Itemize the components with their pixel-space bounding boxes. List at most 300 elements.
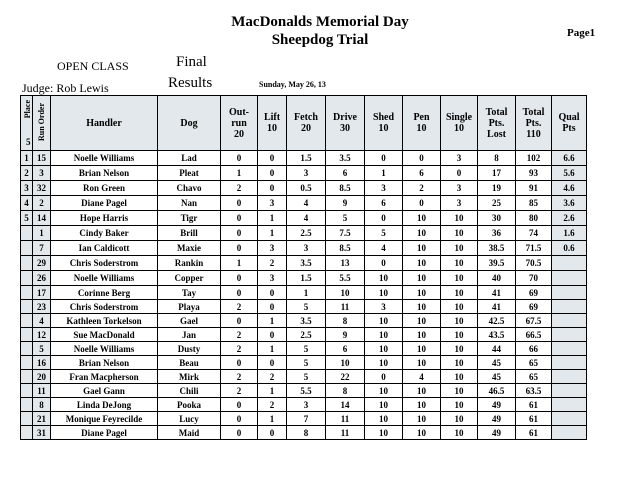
cell-pen: 10 — [403, 328, 441, 342]
cell-handler: Monique Feyrecilde — [51, 412, 158, 426]
cell-place — [21, 356, 33, 370]
cell-run: 12 — [33, 328, 51, 342]
cell-dog: Brill — [158, 226, 221, 241]
cell-lift: 0 — [258, 286, 287, 300]
cell-total: 69 — [516, 286, 552, 300]
cell-lift: 1 — [258, 342, 287, 356]
cell-dog: Mirk — [158, 370, 221, 384]
cell-fetch: 1 — [287, 286, 326, 300]
cell-dog: Tigr — [158, 211, 221, 226]
cell-single: 10 — [441, 256, 478, 271]
cell-lost: 49 — [478, 426, 516, 440]
final-label: Final — [176, 54, 207, 70]
cell-run: 23 — [33, 300, 51, 314]
cell-handler: Fran Macpherson — [51, 370, 158, 384]
cell-single: 10 — [441, 241, 478, 256]
cell-lost: 36 — [478, 226, 516, 241]
col-pen-a: Pen — [413, 112, 430, 123]
results-label: Results — [168, 75, 213, 91]
cell-lost: 46.5 — [478, 384, 516, 398]
cell-single: 10 — [441, 398, 478, 412]
col-single-b: 10 — [454, 123, 464, 134]
cell-fetch: 5 — [287, 356, 326, 370]
cell-place — [21, 241, 33, 256]
cell-fetch: 1.5 — [287, 271, 326, 286]
cell-handler: Chris Soderstrom — [51, 300, 158, 314]
col-qual-b: Pts — [562, 123, 576, 134]
cell-place — [21, 286, 33, 300]
cell-dog: Rankin — [158, 256, 221, 271]
cell-pen: 10 — [403, 412, 441, 426]
cell-lift: 1 — [258, 314, 287, 328]
page-number: Page1 — [567, 27, 596, 39]
col-single-a: Single — [445, 112, 473, 123]
cell-fetch: 5 — [287, 370, 326, 384]
cell-drive: 22 — [326, 370, 365, 384]
table-row — [21, 166, 587, 181]
cell-drive: 10 — [326, 286, 365, 300]
cell-lift: 3 — [258, 196, 287, 211]
cell-shed: 5 — [365, 226, 403, 241]
col-shed-b: 10 — [378, 123, 389, 134]
cell-pen: 10 — [403, 271, 441, 286]
cell-outrun: 2 — [221, 181, 258, 196]
cell-drive: 11 — [326, 300, 365, 314]
cell-lost: 42.5 — [478, 314, 516, 328]
table-row — [21, 256, 587, 271]
cell-qual — [552, 271, 587, 286]
cell-single: 10 — [441, 412, 478, 426]
cell-run: 2 — [33, 196, 51, 211]
header-row — [21, 96, 587, 151]
col-shed-a: Shed — [372, 112, 395, 123]
cell-dog: Tay — [158, 286, 221, 300]
cell-pen: 10 — [403, 286, 441, 300]
cell-dog: Jan — [158, 328, 221, 342]
cell-total: 66 — [516, 342, 552, 356]
cell-shed: 10 — [365, 328, 403, 342]
cell-qual: 1.6 — [552, 226, 587, 241]
col-run-order-label: Run Order — [37, 102, 46, 141]
table-row — [21, 271, 587, 286]
cell-single: 10 — [441, 314, 478, 328]
cell-pen: 4 — [403, 370, 441, 384]
col-fetch-a: Fetch — [294, 112, 318, 123]
cell-lift: 1 — [258, 384, 287, 398]
cell-pen: 0 — [403, 151, 441, 166]
cell-outrun: 0 — [221, 271, 258, 286]
cell-lost: 19 — [478, 181, 516, 196]
cell-handler: Kathleen Torkelson — [51, 314, 158, 328]
cell-shed: 3 — [365, 300, 403, 314]
col-place-count: 5 — [26, 137, 31, 147]
cell-place — [21, 271, 33, 286]
cell-fetch: 8 — [287, 426, 326, 440]
cell-place — [21, 398, 33, 412]
cell-single: 10 — [441, 426, 478, 440]
cell-outrun: 0 — [221, 426, 258, 440]
cell-run: 8 — [33, 398, 51, 412]
cell-total: 67.5 — [516, 314, 552, 328]
cell-drive: 7.5 — [326, 226, 365, 241]
cell-dog: Lad — [158, 151, 221, 166]
cell-outrun: 2 — [221, 342, 258, 356]
cell-shed: 0 — [365, 151, 403, 166]
cell-lost: 41 — [478, 300, 516, 314]
cell-drive: 14 — [326, 398, 365, 412]
table-row — [21, 241, 587, 256]
cell-fetch: 3.5 — [287, 314, 326, 328]
table-row — [21, 328, 587, 342]
cell-total: 65 — [516, 356, 552, 370]
cell-lift: 3 — [258, 271, 287, 286]
cell-lift: 3 — [258, 241, 287, 256]
cell-place — [21, 300, 33, 314]
cell-single: 10 — [441, 356, 478, 370]
table-row — [21, 398, 587, 412]
cell-single: 10 — [441, 370, 478, 384]
cell-drive: 8 — [326, 314, 365, 328]
cell-qual — [552, 426, 587, 440]
cell-qual — [552, 398, 587, 412]
cell-shed: 6 — [365, 196, 403, 211]
cell-run: 31 — [33, 426, 51, 440]
cell-total: 93 — [516, 166, 552, 181]
cell-drive: 6 — [326, 342, 365, 356]
cell-run: 11 — [33, 384, 51, 398]
table-row — [21, 314, 587, 328]
col-pen — [403, 96, 441, 151]
cell-pen: 10 — [403, 314, 441, 328]
col-run-order — [33, 96, 51, 151]
col-qual-pts — [552, 96, 587, 151]
table-row — [21, 342, 587, 356]
cell-lost: 45 — [478, 370, 516, 384]
cell-run: 29 — [33, 256, 51, 271]
cell-handler: Chris Soderstrom — [51, 256, 158, 271]
cell-qual — [552, 342, 587, 356]
cell-qual — [552, 256, 587, 271]
col-fetch — [287, 96, 326, 151]
cell-handler: Ron Green — [51, 181, 158, 196]
cell-lost: 39.5 — [478, 256, 516, 271]
cell-place: 4 — [21, 196, 33, 211]
cell-pen: 10 — [403, 226, 441, 241]
cell-lost: 49 — [478, 398, 516, 412]
cell-single: 10 — [441, 328, 478, 342]
cell-fetch: 7 — [287, 412, 326, 426]
cell-single: 10 — [441, 286, 478, 300]
cell-single: 10 — [441, 271, 478, 286]
cell-place: 1 — [21, 151, 33, 166]
cell-pen: 10 — [403, 356, 441, 370]
cell-shed: 10 — [365, 384, 403, 398]
cell-dog: Dusty — [158, 342, 221, 356]
cell-shed: 4 — [365, 241, 403, 256]
cell-outrun: 0 — [221, 412, 258, 426]
cell-handler: Corinne Berg — [51, 286, 158, 300]
cell-dog: Playa — [158, 300, 221, 314]
cell-pen: 10 — [403, 300, 441, 314]
cell-shed: 10 — [365, 412, 403, 426]
cell-run: 15 — [33, 151, 51, 166]
cell-fetch: 5.5 — [287, 384, 326, 398]
cell-lost: 25 — [478, 196, 516, 211]
cell-place — [21, 370, 33, 384]
cell-fetch: 3 — [287, 166, 326, 181]
cell-lift: 1 — [258, 226, 287, 241]
cell-total: 65 — [516, 370, 552, 384]
cell-drive: 3.5 — [326, 151, 365, 166]
cell-drive: 8 — [326, 384, 365, 398]
cell-pen: 2 — [403, 181, 441, 196]
col-lost-b: Pts. — [488, 117, 505, 129]
cell-place — [21, 412, 33, 426]
col-dog: Dog — [158, 96, 221, 151]
cell-outrun: 0 — [221, 226, 258, 241]
cell-shed: 10 — [365, 398, 403, 412]
col-total-110 — [516, 96, 552, 151]
cell-lost: 30 — [478, 211, 516, 226]
cell-drive: 13 — [326, 256, 365, 271]
col-lift — [258, 96, 287, 151]
cell-fetch: 5 — [287, 342, 326, 356]
cell-place: 3 — [21, 181, 33, 196]
cell-qual: 6.6 — [552, 151, 587, 166]
col-place — [21, 96, 33, 151]
cell-total: 70 — [516, 271, 552, 286]
cell-place: 2 — [21, 166, 33, 181]
cell-single: 10 — [441, 384, 478, 398]
cell-shed: 10 — [365, 286, 403, 300]
cell-handler: Gael Gann — [51, 384, 158, 398]
cell-shed: 0 — [365, 256, 403, 271]
cell-fetch: 3.5 — [287, 256, 326, 271]
col-fetch-b: 20 — [301, 123, 311, 134]
cell-dog: Chavo — [158, 181, 221, 196]
cell-pen: 10 — [403, 426, 441, 440]
cell-single: 10 — [441, 300, 478, 314]
cell-handler: Diane Pagel — [51, 196, 158, 211]
cell-run: 32 — [33, 181, 51, 196]
cell-outrun: 1 — [221, 256, 258, 271]
cell-place — [21, 384, 33, 398]
cell-run: 16 — [33, 356, 51, 370]
cell-handler: Linda DeJong — [51, 398, 158, 412]
cell-shed: 10 — [365, 356, 403, 370]
cell-total: 61 — [516, 398, 552, 412]
cell-qual — [552, 328, 587, 342]
cell-outrun: 2 — [221, 328, 258, 342]
cell-handler: Noelle Williams — [51, 271, 158, 286]
cell-lost: 38.5 — [478, 241, 516, 256]
cell-qual — [552, 356, 587, 370]
cell-shed: 1 — [365, 166, 403, 181]
cell-total: 85 — [516, 196, 552, 211]
cell-fetch: 3 — [287, 241, 326, 256]
table-row — [21, 384, 587, 398]
col-outrun — [221, 96, 258, 151]
cell-lost: 8 — [478, 151, 516, 166]
cell-pen: 10 — [403, 211, 441, 226]
cell-lost: 44 — [478, 342, 516, 356]
table-row — [21, 356, 587, 370]
cell-dog: Gael — [158, 314, 221, 328]
table-row — [21, 226, 587, 241]
cell-drive: 8.5 — [326, 181, 365, 196]
cell-fetch: 2.5 — [287, 226, 326, 241]
table-row — [21, 196, 587, 211]
cell-lost: 41 — [478, 286, 516, 300]
cell-lift: 0 — [258, 426, 287, 440]
cell-lift: 2 — [258, 256, 287, 271]
cell-single: 3 — [441, 181, 478, 196]
table-row — [21, 286, 587, 300]
cell-single: 3 — [441, 196, 478, 211]
cell-shed: 10 — [365, 314, 403, 328]
cell-place: 5 — [21, 211, 33, 226]
cell-fetch: 2.5 — [287, 328, 326, 342]
results-table — [20, 95, 587, 440]
cell-place — [21, 314, 33, 328]
cell-fetch: 4 — [287, 211, 326, 226]
cell-pen: 10 — [403, 398, 441, 412]
cell-handler: Noelle Williams — [51, 151, 158, 166]
cell-drive: 8.5 — [326, 241, 365, 256]
cell-lift: 1 — [258, 211, 287, 226]
cell-fetch: 0.5 — [287, 181, 326, 196]
cell-handler: Ian Caldicott — [51, 241, 158, 256]
col-outrun-b: run — [231, 117, 247, 129]
cell-run: 3 — [33, 166, 51, 181]
cell-dog: Nan — [158, 196, 221, 211]
cell-lost: 17 — [478, 166, 516, 181]
cell-single: 3 — [441, 151, 478, 166]
cell-drive: 9 — [326, 196, 365, 211]
cell-handler: Hope Harris — [51, 211, 158, 226]
cell-outrun: 0 — [221, 314, 258, 328]
cell-drive: 11 — [326, 412, 365, 426]
col-handler: Handler — [51, 96, 158, 151]
cell-handler: Noelle Williams — [51, 342, 158, 356]
cell-run: 4 — [33, 314, 51, 328]
table-row — [21, 181, 587, 196]
cell-fetch: 4 — [287, 196, 326, 211]
cell-handler: Sue MacDonald — [51, 328, 158, 342]
col-lift-a: Lift — [263, 112, 281, 123]
col-lift-b: 10 — [267, 123, 277, 134]
cell-qual — [552, 370, 587, 384]
cell-single: 10 — [441, 226, 478, 241]
col-pen-b: 10 — [416, 123, 427, 134]
cell-pen: 10 — [403, 256, 441, 271]
cell-outrun: 2 — [221, 370, 258, 384]
cell-dog: Maid — [158, 426, 221, 440]
cell-run: 17 — [33, 286, 51, 300]
cell-single: 10 — [441, 211, 478, 226]
cell-qual: 0.6 — [552, 241, 587, 256]
cell-lift: 0 — [258, 166, 287, 181]
table-row — [21, 412, 587, 426]
cell-qual: 2.6 — [552, 211, 587, 226]
cell-run: 5 — [33, 342, 51, 356]
table-row — [21, 426, 587, 440]
cell-dog: Maxie — [158, 241, 221, 256]
col-drive-b: 30 — [340, 123, 350, 134]
class-label: OPEN CLASS — [57, 59, 129, 73]
cell-qual — [552, 286, 587, 300]
cell-fetch: 3 — [287, 398, 326, 412]
cell-lift: 1 — [258, 412, 287, 426]
cell-lost: 49 — [478, 412, 516, 426]
cell-shed: 10 — [365, 426, 403, 440]
table-row — [21, 211, 587, 226]
cell-place — [21, 342, 33, 356]
cell-place — [21, 426, 33, 440]
cell-shed: 10 — [365, 271, 403, 286]
cell-outrun: 0 — [221, 398, 258, 412]
cell-total: 71.5 — [516, 241, 552, 256]
cell-lift: 0 — [258, 300, 287, 314]
cell-qual — [552, 300, 587, 314]
table-row — [21, 300, 587, 314]
cell-total: 91 — [516, 181, 552, 196]
cell-total: 102 — [516, 151, 552, 166]
cell-drive: 11 — [326, 426, 365, 440]
cell-dog: Lucy — [158, 412, 221, 426]
cell-lift: 2 — [258, 398, 287, 412]
cell-total: 70.5 — [516, 256, 552, 271]
cell-handler: Brian Nelson — [51, 356, 158, 370]
col-lost-c: Lost — [487, 128, 506, 140]
col-outrun-c: 20 — [234, 128, 244, 140]
col-shed — [365, 96, 403, 151]
cell-total: 74 — [516, 226, 552, 241]
cell-dog: Chili — [158, 384, 221, 398]
cell-drive: 5 — [326, 211, 365, 226]
cell-shed: 0 — [365, 370, 403, 384]
cell-place — [21, 328, 33, 342]
cell-lost: 40 — [478, 271, 516, 286]
cell-dog: Pooka — [158, 398, 221, 412]
trial-subtitle: Sheepdog Trial — [271, 32, 369, 48]
cell-lost: 45 — [478, 356, 516, 370]
cell-fetch: 1.5 — [287, 151, 326, 166]
cell-total: 61 — [516, 412, 552, 426]
cell-dog: Copper — [158, 271, 221, 286]
col-total-b: Pts. — [525, 117, 542, 129]
cell-outrun: 2 — [221, 300, 258, 314]
cell-total: 69 — [516, 300, 552, 314]
cell-pen: 10 — [403, 384, 441, 398]
cell-place — [21, 226, 33, 241]
cell-lift: 0 — [258, 328, 287, 342]
cell-handler: Brian Nelson — [51, 166, 158, 181]
cell-single: 0 — [441, 166, 478, 181]
col-place-label: Place — [23, 100, 32, 119]
col-total-c: 110 — [526, 128, 541, 140]
cell-qual — [552, 314, 587, 328]
cell-outrun: 0 — [221, 211, 258, 226]
cell-outrun: 1 — [221, 166, 258, 181]
cell-dog: Beau — [158, 356, 221, 370]
col-qual-a: Qual — [558, 112, 580, 123]
cell-outrun: 0 — [221, 241, 258, 256]
cell-lift: 0 — [258, 151, 287, 166]
judge-label: Judge: Rob Lewis — [22, 81, 109, 95]
table-row — [21, 370, 587, 384]
cell-lift: 2 — [258, 370, 287, 384]
